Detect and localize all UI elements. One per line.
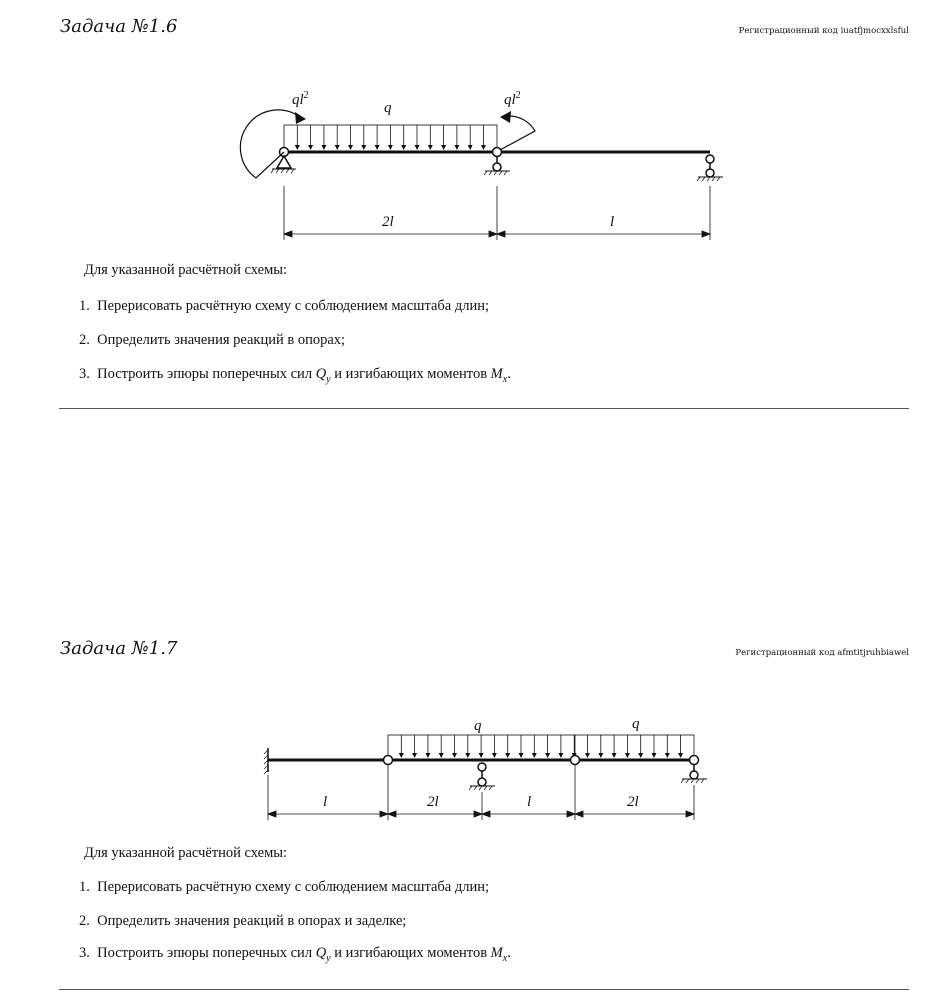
dimension-label: l xyxy=(610,214,615,230)
load-arrowhead xyxy=(428,145,433,150)
diagram-1-6-labels xyxy=(292,90,614,230)
load-arrowhead xyxy=(388,145,393,150)
roller-support xyxy=(697,155,723,181)
task-item: 1. Перерисовать расчётную схему с соблюдением масштаба длин; xyxy=(79,879,490,895)
load-arrows xyxy=(399,735,683,758)
registration-code: Регистрационный код afmtitjruhbiawel xyxy=(735,648,909,658)
load-arrowhead xyxy=(479,753,484,758)
load-arrowhead xyxy=(678,753,683,758)
load-arrowhead xyxy=(492,753,497,758)
load-arrowhead xyxy=(638,753,643,758)
load-arrowhead xyxy=(441,145,446,150)
load-arrowhead xyxy=(412,753,417,758)
load-arrowhead xyxy=(335,145,340,150)
task-item: 3. Построить эпюры поперечных сил $Q_y$ и изгибающих моментов $M_x$. xyxy=(79,366,511,385)
divider xyxy=(59,408,909,409)
hinge xyxy=(384,756,393,765)
load-arrowhead xyxy=(665,753,670,758)
load-arrowhead xyxy=(505,753,510,758)
load-arrowhead xyxy=(532,753,537,758)
load-arrowhead xyxy=(321,145,326,150)
roller-support xyxy=(469,763,495,790)
load-arrowhead xyxy=(452,753,457,758)
fixed-support xyxy=(264,748,268,774)
hinge xyxy=(571,756,580,765)
load-arrowhead xyxy=(375,145,380,150)
moment-left xyxy=(240,110,306,178)
load-arrowhead xyxy=(468,145,473,150)
load-arrowhead xyxy=(612,753,617,758)
load-label: q xyxy=(384,100,392,116)
task-item: 3. Построить эпюры поперечных сил $Q_y$ и изгибающих моментов $M_x$. xyxy=(79,945,511,964)
dimension-lines xyxy=(284,186,710,240)
registration-code: Регистрационный код iuatfjmocxxlsful xyxy=(738,26,909,36)
load-arrowhead xyxy=(401,145,406,150)
load-arrowhead xyxy=(348,145,353,150)
load-arrowhead xyxy=(308,145,313,150)
load-arrowhead xyxy=(415,145,420,150)
load-arrowhead xyxy=(465,753,470,758)
load-arrowhead xyxy=(439,753,444,758)
load-arrowhead xyxy=(598,753,603,758)
load-arrowhead xyxy=(519,753,524,758)
task-item: 2. Определить значения реакций в опорах; xyxy=(79,332,346,348)
dimension-label: 2l xyxy=(382,214,394,230)
intro-text: Для указанной расчётной схемы: xyxy=(84,262,288,278)
intro-text: Для указанной расчётной схемы: xyxy=(84,845,288,861)
distributed-load xyxy=(388,735,694,760)
problem-title: Задача №1.7 xyxy=(60,638,178,659)
load-arrowhead xyxy=(558,753,563,758)
load-arrowhead xyxy=(425,753,430,758)
beam-diagram-1-6 xyxy=(240,110,723,240)
load-arrowhead xyxy=(481,145,486,150)
load-arrowhead xyxy=(625,753,630,758)
problem-title: Задача №1.6 xyxy=(60,16,178,37)
moment-right-label: $ql^2$ xyxy=(504,90,521,108)
dimension-label: l xyxy=(323,794,328,810)
load-arrowhead xyxy=(585,753,590,758)
beam-diagram-1-7 xyxy=(264,735,707,820)
load-arrowhead xyxy=(652,753,657,758)
dimension-label: 2l xyxy=(427,794,439,810)
dimension-lines xyxy=(268,765,694,820)
moment-left-label: $ql^2$ xyxy=(292,90,309,108)
load-arrowhead xyxy=(361,145,366,150)
moment-right xyxy=(500,111,535,150)
task-item: 2. Определить значения реакций в опорах и заделке; xyxy=(79,913,407,929)
load-arrowhead xyxy=(545,753,550,758)
load-arrows xyxy=(295,125,486,150)
load-arrowhead xyxy=(399,753,404,758)
task-item: 1. Перерисовать расчётную схему с соблюдением масштаба длин; xyxy=(79,298,490,314)
load-label: q xyxy=(632,716,640,732)
load-arrowhead xyxy=(295,145,300,150)
load-arrowhead xyxy=(454,145,459,150)
dimension-label: 2l xyxy=(627,794,639,810)
load-label: q xyxy=(474,718,482,734)
divider xyxy=(59,989,909,990)
dimension-label: l xyxy=(527,794,532,810)
